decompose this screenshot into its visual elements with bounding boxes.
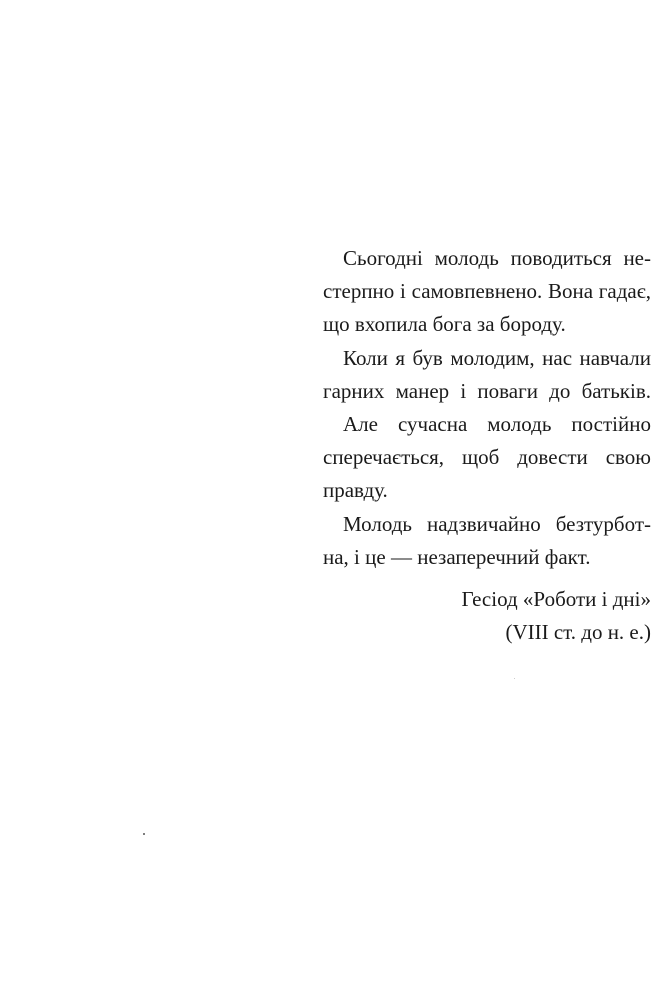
epigraph-date: (VIII ст. до н. е.)	[505, 620, 651, 644]
epigraph-line: Але сучасна молодь постійно	[343, 412, 651, 436]
epigraph-line: сперечається, щоб довести свою	[323, 445, 651, 469]
epigraph-attribution: Гесіод «Роботи і дні»	[461, 587, 651, 611]
epigraph-line: гарних манер і поваги до батьків.	[323, 379, 651, 403]
paper-speck	[514, 678, 515, 679]
epigraph-line: на, і це — незаперечний факт.	[323, 545, 591, 569]
epigraph-line: Сьогодні молодь поводиться не-	[343, 246, 651, 270]
epigraph-line: правду.	[323, 478, 388, 502]
epigraph-line: Коли я був молодим, нас навчали	[343, 346, 651, 370]
epigraph-line: стерпно і самовпевнено. Вона гадає,	[323, 279, 651, 303]
epigraph-line: Молодь надзвичайно безтурбот-	[343, 512, 651, 536]
epigraph-line: що вхопила бога за бороду.	[323, 312, 566, 336]
paper-speck	[143, 833, 145, 835]
